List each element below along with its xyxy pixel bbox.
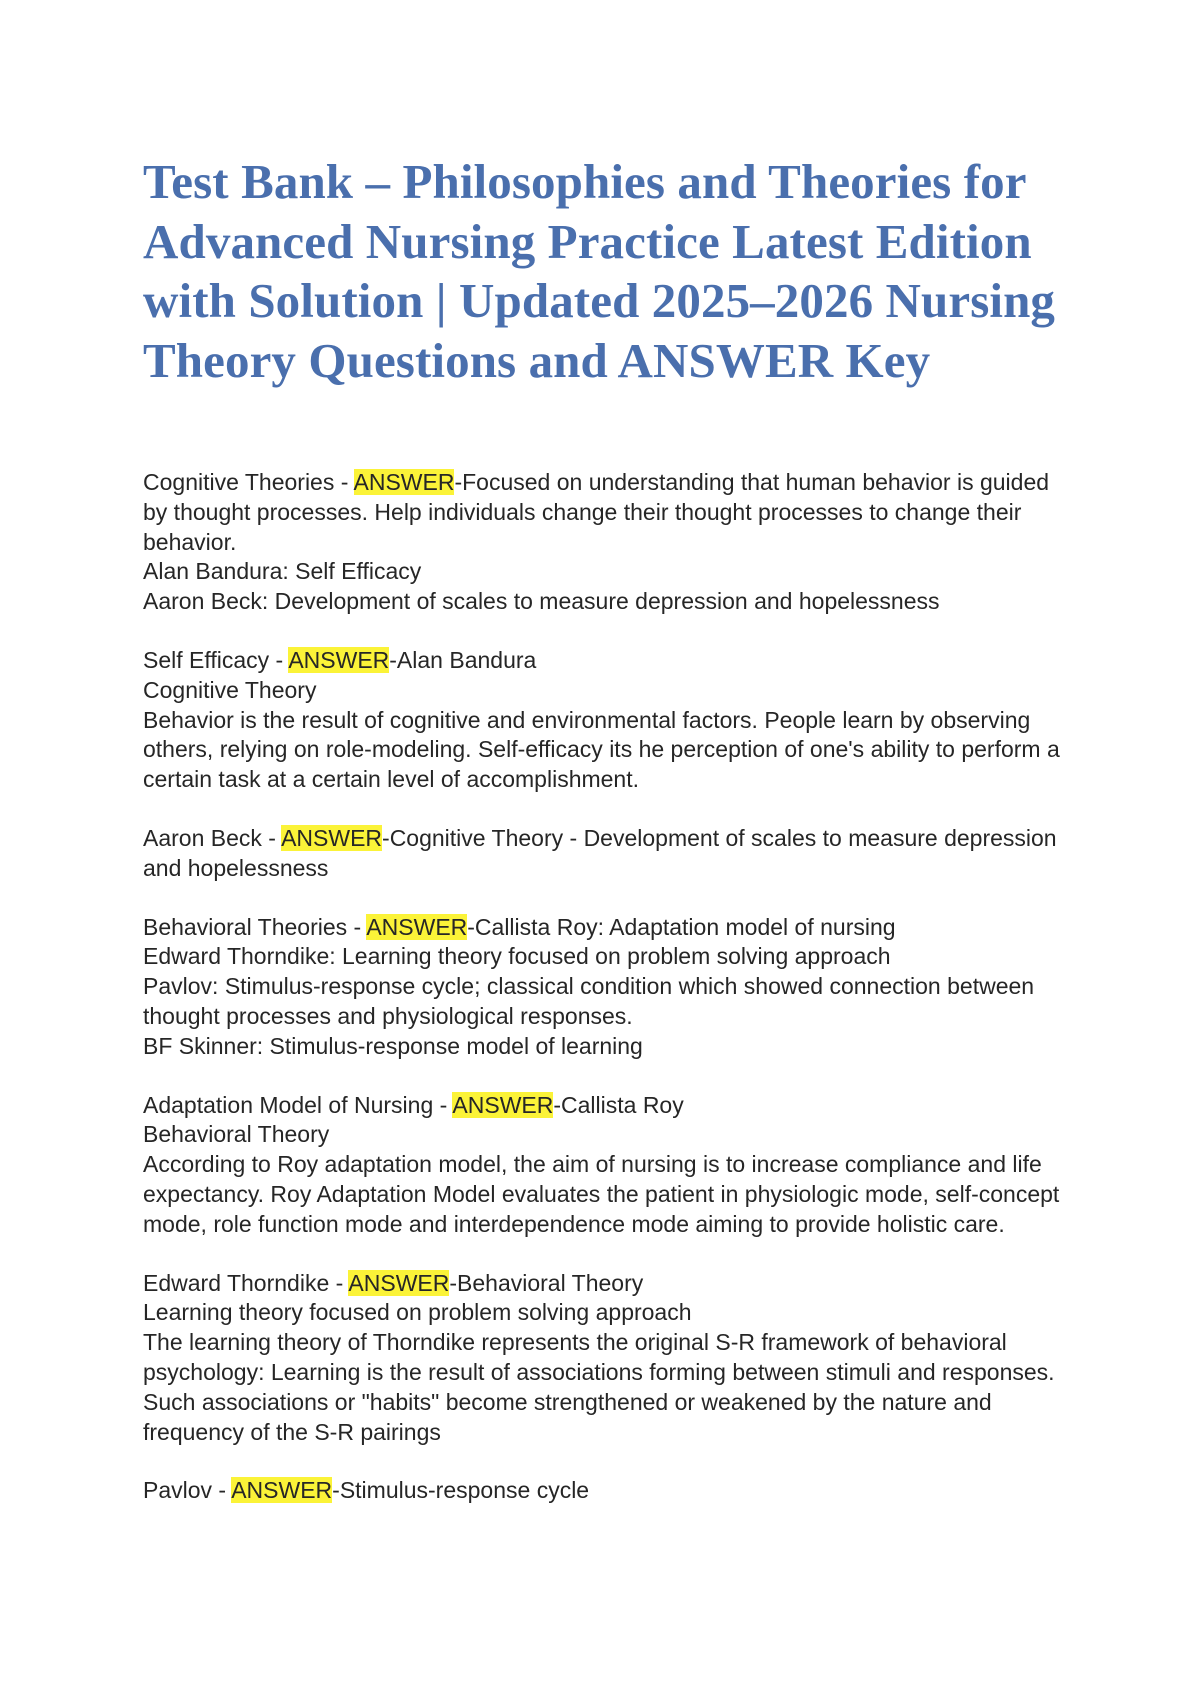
entry-detail-line: Pavlov: Stimulus-response cycle; classical condition which showed connection between thought processes and physiological responses.	[143, 973, 1035, 1029]
entry-question-line	[143, 468, 1063, 557]
qa-entry	[143, 1269, 1063, 1448]
entry-question-line	[143, 1091, 1063, 1121]
answer-highlight: ANSWER	[353, 469, 455, 495]
entry-answer-text: -Behavioral Theory	[449, 1269, 644, 1296]
entry-answer-text: -Stimulus-response cycle	[332, 1477, 590, 1504]
entry-answer-text: -Callista Roy: Adaptation model of nursing	[467, 913, 896, 940]
entry-term: Aaron Beck -	[143, 824, 282, 851]
entry-detail-line: The learning theory of Thorndike represents the original S-R framework of behavioral psychology: Learning is the result of associations forming between stimuli and responses. Such associations or "habits" become strengthened or weakened by the nature and frequency of the S-R pairings	[143, 1329, 1055, 1445]
entry-detail-line: Aaron Beck: Development of scales to measure depression and hopelessness	[143, 588, 940, 615]
entry-question-line	[143, 824, 1063, 884]
entry-answer-text: -Cognitive Theory - Development of scales to measure depression and hopelessness	[143, 824, 1057, 881]
answer-highlight: ANSWER	[452, 1091, 554, 1118]
qa-entry	[143, 824, 1063, 884]
document-title: Test Bank – Philosophies and Theories for Advanced Nursing Practice Latest Edition with Solution | Updated 2025–2026 Nursing Theory Questions and ANSWER Key	[143, 154, 1056, 388]
entry-term: Edward Thorndike -	[143, 1269, 349, 1296]
entry-detail-line: According to Roy adaptation model, the aim of nursing is to increase compliance and life expectancy. Roy Adaptation Model evaluates the patient in physiologic mode, self-concept mode, role function mode and interdependence mode aiming to provide holistic care.	[143, 1151, 1060, 1237]
answer-highlight: ANSWER	[366, 913, 468, 940]
entry-question-line	[143, 1269, 1063, 1299]
answer-highlight: ANSWER	[288, 646, 390, 673]
entry-detail-line: BF Skinner: Stimulus-response model of learning	[143, 1032, 643, 1059]
entry-detail-line: Behavioral Theory	[143, 1121, 330, 1148]
entry-detail-line: Learning theory focused on problem solving approach	[143, 1299, 692, 1326]
answer-highlight: ANSWER	[231, 1477, 333, 1504]
entry-question-line	[143, 1476, 1063, 1506]
entry-detail-line: Edward Thorndike: Learning theory focused on problem solving approach	[143, 943, 891, 970]
entry-detail-line: Behavior is the result of cognitive and environmental factors. People learn by observing others, relying on role-modeling. Self-efficacy its he perception of one's ability to perform a certain task at a certain level of accomplishment.	[143, 706, 1060, 793]
document-body	[143, 468, 1063, 1535]
qa-entry	[143, 468, 1063, 617]
entry-answer-text: -Alan Bandura	[389, 646, 537, 673]
entry-detail-line: Alan Bandura: Self Efficacy	[143, 558, 422, 585]
entry-term: Cognitive Theories -	[143, 469, 354, 495]
entry-question-line	[143, 646, 1063, 676]
entry-answer-text: -Focused on understanding that human behavior is guided by thought processes. Help individuals change their thought processes to change their behavior.	[143, 469, 1050, 555]
entry-term: Self Efficacy -	[143, 646, 289, 673]
answer-highlight: ANSWER	[348, 1269, 450, 1296]
entry-term: Behavioral Theories -	[143, 913, 367, 940]
entry-answer-text: -Callista Roy	[553, 1091, 684, 1118]
qa-entry	[143, 913, 1063, 1062]
entry-question-line	[143, 913, 1063, 943]
qa-entry	[143, 1091, 1063, 1240]
entry-term: Adaptation Model of Nursing -	[143, 1091, 453, 1118]
entry-detail-line: Cognitive Theory	[143, 676, 317, 703]
qa-entry	[143, 1476, 1063, 1506]
answer-highlight: ANSWER	[281, 824, 383, 851]
entry-term: Pavlov -	[143, 1477, 232, 1504]
qa-entry	[143, 646, 1063, 795]
